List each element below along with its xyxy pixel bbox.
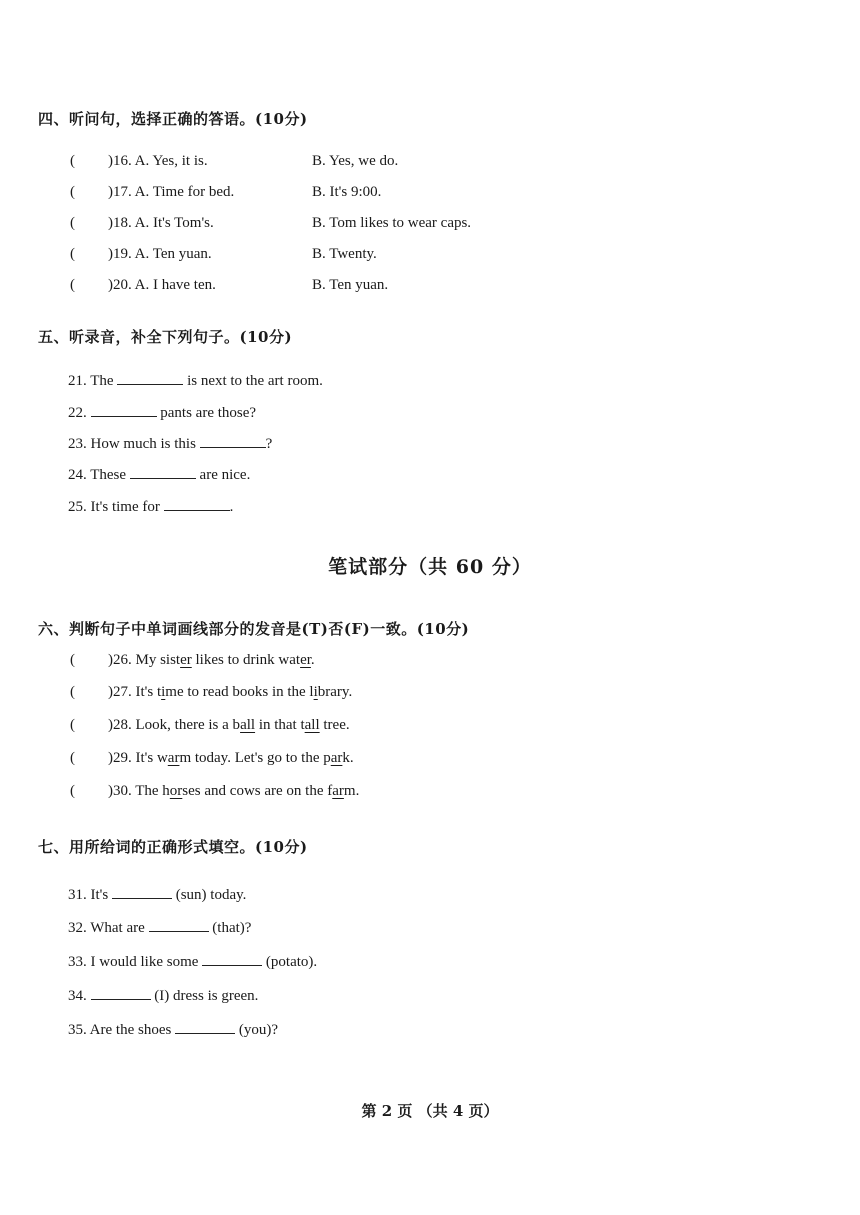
answer-paren[interactable]: (	[70, 783, 75, 799]
question-22	[68, 402, 256, 422]
sentence-end: (you)?	[235, 1022, 278, 1038]
sentence: )28. Look, there is a ball in that tall tree.	[108, 717, 350, 733]
section-7-heading: 七、用所给词的正确形式填空。(10分)	[38, 838, 308, 856]
answer-blank[interactable]	[112, 884, 172, 899]
option-a: )18. A. It's Tom's.	[108, 215, 214, 231]
underlined-letters: i	[161, 684, 166, 700]
underlined-letters: ar	[332, 783, 344, 799]
option-a: )19. A. Ten yuan.	[108, 246, 212, 262]
answer-paren[interactable]: (	[70, 184, 75, 200]
option-a: )20. A. I have ten.	[108, 277, 216, 293]
sentence: )29. It's warm today. Let's go to the park.	[108, 750, 354, 766]
underlined-letters: er	[300, 652, 311, 668]
option-b: B. Yes, we do.	[312, 153, 399, 169]
answer-paren[interactable]: (	[70, 652, 75, 668]
answer-paren[interactable]: (	[70, 215, 75, 231]
underlined-letters: i	[313, 684, 318, 700]
answer-paren[interactable]: (	[70, 153, 75, 169]
sentence-end: (that)?	[208, 920, 252, 936]
underlined-letters: all	[304, 717, 320, 733]
option-b: B. It's 9:00.	[312, 184, 382, 200]
sentence-end: (I) dress is green.	[150, 988, 259, 1004]
option-a: )16. A. Yes, it is.	[108, 153, 208, 169]
option-b: B. Twenty.	[312, 246, 377, 262]
sentence: )26. My sister likes to drink water.	[108, 652, 315, 668]
sentence-start: 33. I would like some	[68, 954, 203, 970]
sentence-start: 21. The	[68, 373, 118, 389]
answer-blank[interactable]	[91, 985, 151, 1000]
sentence-start: 24. These	[68, 467, 130, 483]
written-part-title: 笔试部分（共 60 分）	[328, 556, 532, 578]
sentence-end: .	[229, 499, 234, 515]
underlined-letters: ar	[167, 750, 180, 766]
answer-paren[interactable]: (	[70, 684, 75, 700]
option-a: )17. A. Time for bed.	[108, 184, 235, 200]
sentence-start: 25. It's time for	[68, 499, 164, 515]
question-23	[68, 433, 272, 453]
section-5-heading: 五、听录音，补全下列句子。(10分)	[38, 328, 293, 346]
question-24	[68, 464, 250, 484]
sentence-start: 23. How much is this	[68, 436, 200, 452]
sentence-end: are nice.	[195, 467, 251, 483]
sentence-start: 31. It's	[68, 887, 112, 903]
option-b: B. Tom likes to wear caps.	[312, 215, 472, 231]
sentence-end: (potato).	[262, 954, 318, 970]
answer-blank[interactable]	[164, 496, 230, 511]
sentence-end: is next to the art room.	[183, 373, 323, 389]
page-number: 第 2 页 （共 4 页）	[361, 1102, 499, 1120]
answer-blank[interactable]	[202, 951, 262, 966]
answer-blank[interactable]	[175, 1019, 235, 1034]
section-4-heading: 四、听问句，选择正确的答语。(10分)	[38, 110, 308, 128]
option-b: B. Ten yuan.	[312, 277, 389, 293]
question-32	[68, 917, 251, 937]
sentence: )27. It's time to read books in the library.	[108, 684, 353, 700]
sentence: )30. The horses and cows are on the farm.	[108, 783, 360, 799]
question-31	[68, 884, 246, 904]
underlined-letters: all	[240, 717, 256, 733]
underlined-letters: er	[180, 652, 192, 668]
sentence-end: ?	[265, 436, 273, 452]
sentence-start: 34.	[68, 988, 91, 1004]
sentence-start: 22.	[68, 405, 91, 421]
question-21	[68, 370, 323, 390]
answer-paren[interactable]: (	[70, 717, 75, 733]
answer-paren[interactable]: (	[70, 277, 75, 293]
question-34	[68, 985, 258, 1005]
answer-paren[interactable]: (	[70, 750, 75, 766]
sentence-start: 32. What are	[68, 920, 149, 936]
sentence-start: 35. Are the shoes	[68, 1022, 176, 1038]
underlined-letters: ar	[330, 750, 343, 766]
answer-paren[interactable]: (	[70, 246, 75, 262]
sentence-end: pants are those?	[156, 405, 257, 421]
question-35	[68, 1019, 278, 1039]
underlined-letters: or	[169, 783, 183, 799]
answer-blank[interactable]	[130, 464, 196, 479]
sentence-end: (sun) today.	[171, 887, 247, 903]
answer-blank[interactable]	[200, 433, 266, 448]
question-25	[68, 496, 233, 516]
section-6-heading: 六、判断句子中单词画线部分的发音是(T)否(F)一致。(10分)	[38, 620, 470, 638]
answer-blank[interactable]	[91, 402, 157, 417]
answer-blank[interactable]	[149, 917, 209, 932]
question-33	[68, 951, 317, 971]
answer-blank[interactable]	[117, 370, 183, 385]
